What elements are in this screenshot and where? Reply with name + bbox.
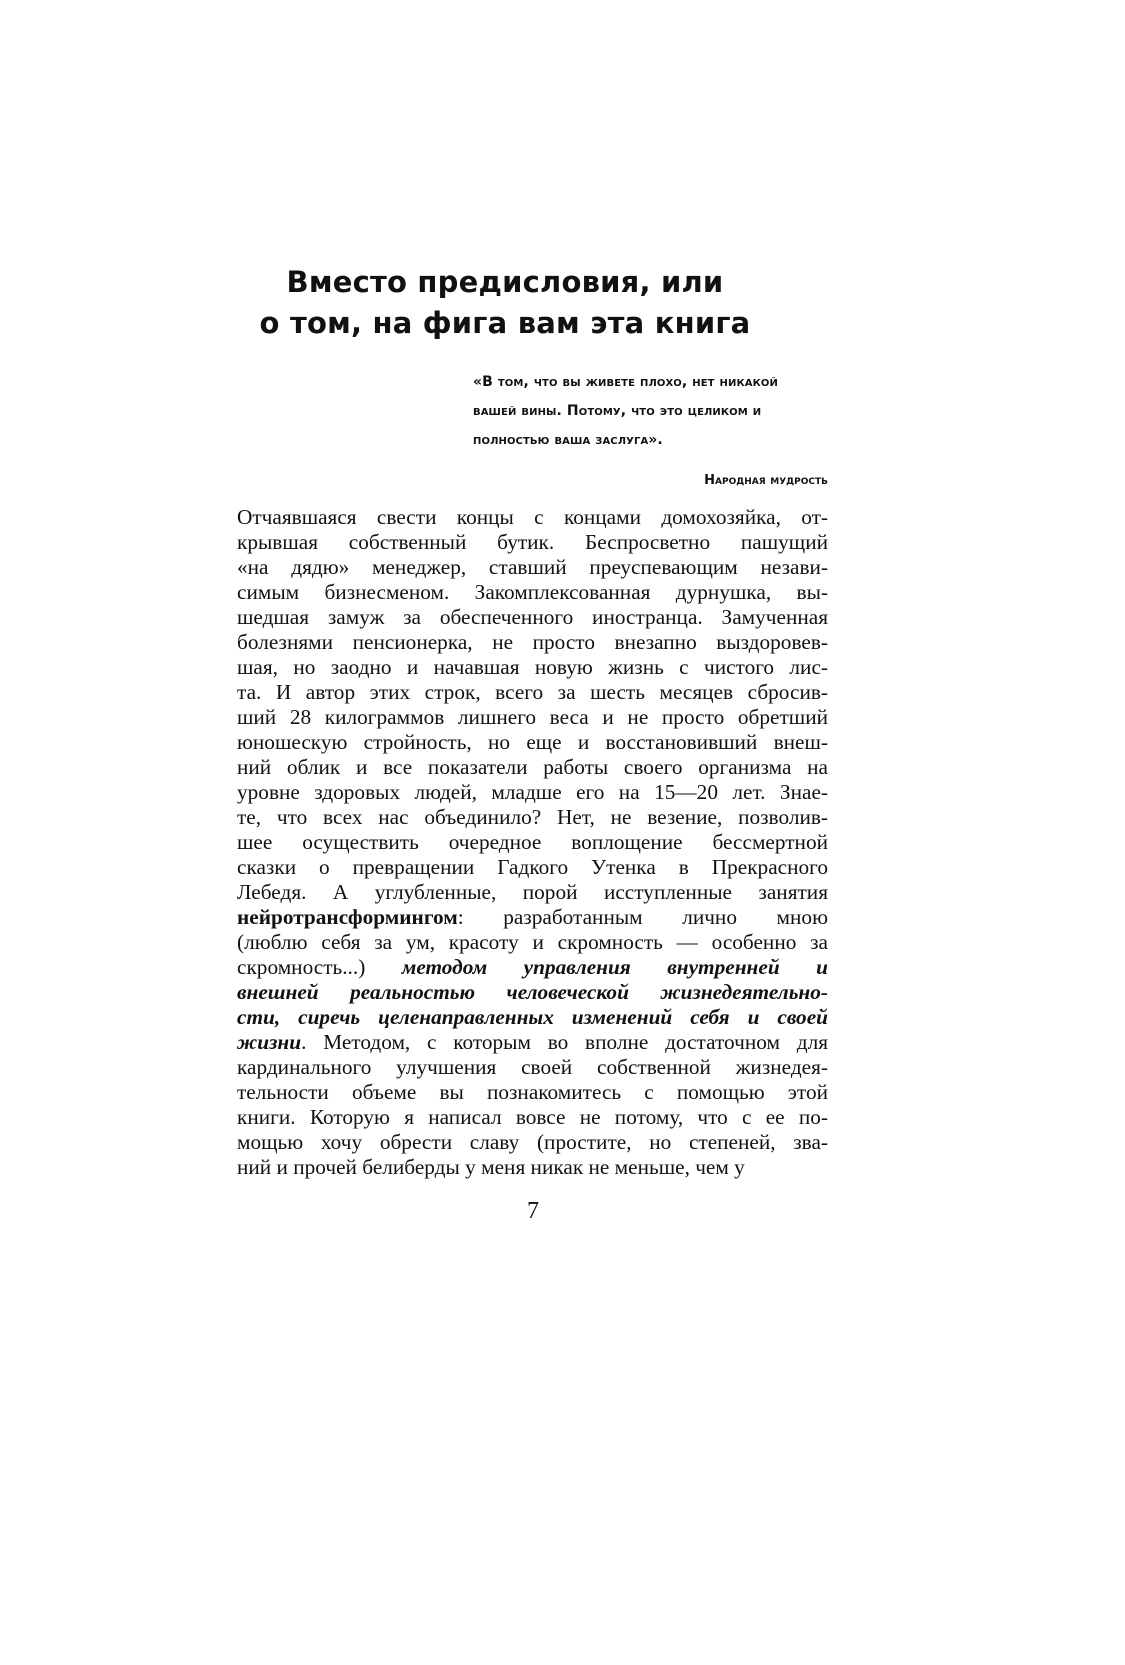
body-line: [237, 1055, 828, 1080]
body-text-segment: уровне здоровых людей, младше его на 15—20 лет. Знае-: [237, 780, 828, 804]
body-line: [237, 505, 828, 530]
bold-term: нейротрансформингом: [237, 905, 458, 929]
emphasized-text: методом управления внутренней и: [401, 955, 828, 979]
body-text-segment: : разработанным лично мною: [457, 905, 828, 929]
body-line: [237, 1105, 828, 1130]
epigraph: [473, 368, 828, 455]
epigraph-line: вашей вины. Потому, что это целиком и: [473, 403, 762, 419]
body-line: [237, 880, 828, 905]
body-text-segment: та. И автор этих строк, всего за шесть месяцев сбросив-: [237, 680, 828, 704]
epigraph-line: «В том, что вы живете плохо, нет никакой: [473, 374, 778, 390]
body-text-segment: крывшая собственный бутик. Беспросветно пашущий: [237, 530, 828, 554]
body-text-segment: болезнями пенсионерка, не просто внезапно выздоровев-: [237, 630, 828, 654]
body-text-segment: шедшая замуж за обеспеченного иностранца. Замученная: [237, 605, 828, 629]
body-text-segment: скромность...): [237, 955, 402, 979]
page-number: 7: [527, 1198, 539, 1224]
body-line: [237, 905, 828, 930]
chapter-title: [245, 262, 765, 344]
body-text-segment: книги. Которую я написал вовсе не потому, что с ее по-: [237, 1105, 828, 1129]
body-line: [237, 630, 828, 655]
epigraph-line: полностью ваша заслуга».: [473, 432, 663, 448]
body-line: [237, 655, 828, 680]
body-line: [237, 705, 828, 730]
body-line: [237, 1130, 828, 1155]
emphasized-text: внешней реальностью человеческой жизнедеятельно-: [237, 980, 828, 1004]
body-line: [237, 580, 828, 605]
body-text-segment: те, что всех нас объединило? Нет, не везение, позволив-: [237, 805, 828, 829]
epigraph-attribution: Народная мудрость: [704, 473, 828, 488]
body-line: [237, 805, 828, 830]
body-text-segment: «на дядю» менеджер, ставший преуспевающим незави-: [237, 555, 828, 579]
body-text-segment: тельности объеме вы познакомитесь с помощью этой: [237, 1080, 828, 1104]
chapter-title-line-2: о том, на фига вам эта книга: [259, 306, 751, 340]
emphasized-text: сти, сиречь целенаправленных изменений себя и своей: [237, 1005, 828, 1029]
body-line: [237, 555, 828, 580]
body-line: [237, 930, 828, 955]
body-line: [237, 730, 828, 755]
body-text-segment: (люблю себя за ум, красоту и скромность — особенно за: [237, 930, 828, 954]
body-line: [237, 1030, 828, 1055]
body-line: [237, 830, 828, 855]
emphasized-text: жизни: [237, 1030, 302, 1054]
body-line: [237, 755, 828, 780]
body-text-segment: мощью хочу обрести славу (простите, но степеней, зва-: [237, 1130, 828, 1154]
body-text-segment: Лебедя. А углубленные, порой исступленные занятия: [237, 880, 828, 904]
body-line: [237, 1155, 828, 1180]
body-text-segment: симым бизнесменом. Закомплексованная дурнушка, вы-: [237, 580, 828, 604]
chapter-title-line-1: Вместо предисловия, или: [286, 265, 724, 299]
body-line: [237, 1005, 828, 1030]
body-paragraph: [237, 505, 828, 1180]
body-text-segment: сказки о превращении Гадкого Утенка в Прекрасного: [237, 855, 828, 879]
body-line: [237, 855, 828, 880]
body-text-segment: Отчаявшаяся свести концы с концами домохозяйка, от-: [237, 505, 828, 529]
body-text-segment: кардинального улучшения своей собственной жизнедея-: [237, 1055, 828, 1079]
body-text-segment: юношескую стройность, но еще и восстановивший внеш-: [237, 730, 828, 754]
body-text-segment: шая, но заодно и начавшая новую жизнь с чистого лис-: [237, 655, 828, 679]
body-line: [237, 680, 828, 705]
body-line: [237, 605, 828, 630]
body-text-segment: шее осуществить очередное воплощение бессмертной: [237, 830, 828, 854]
body-line: [237, 980, 828, 1005]
body-text-segment: ний облик и все показатели работы своего организма на: [237, 755, 828, 779]
body-line: [237, 780, 828, 805]
body-text-segment: ший 28 килограммов лишнего веса и не просто обретший: [237, 705, 828, 729]
body-line: [237, 1080, 828, 1105]
body-line: [237, 530, 828, 555]
body-text-segment: . Методом, с которым во вполне достаточном для: [301, 1030, 828, 1054]
body-line: [237, 955, 828, 980]
body-text-segment: ний и прочей белиберды у меня никак не меньше, чем у: [237, 1155, 745, 1179]
